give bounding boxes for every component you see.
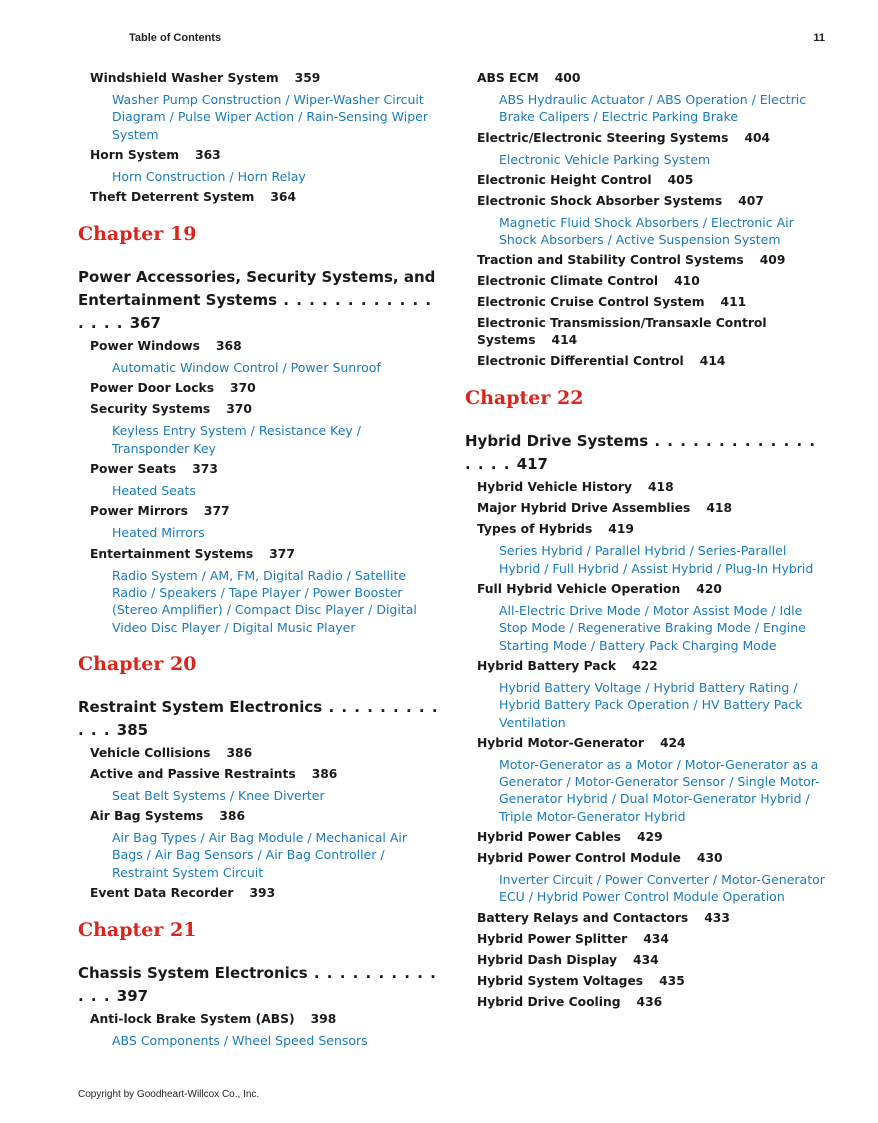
toc-entry-title: Battery Relays and Contactors	[477, 910, 689, 925]
toc-subtopics[interactable]: Keyless Entry System / Resistance Key / Transponder Key	[112, 423, 362, 456]
toc-subtopics[interactable]: Series Hybrid / Parallel Hybrid / Series-Parallel Hybrid / Full Hybrid / Assist Hybrid / Plug-In Hybrid	[499, 543, 814, 576]
toc-entry-title: Electronic Climate Control	[477, 274, 659, 289]
toc-entry-page: 435	[659, 973, 685, 988]
toc-entry[interactable]	[465, 273, 827, 294]
toc-entry[interactable]	[465, 952, 827, 973]
toc-entry-page: 377	[203, 504, 230, 519]
toc-subtopics[interactable]: Heated Mirrors	[112, 525, 205, 541]
toc-entry-title: Hybrid Dash Display	[477, 952, 618, 967]
toc-entry-title: Electronic Differential Control	[477, 354, 684, 369]
toc-entry[interactable]	[78, 503, 440, 524]
toc-entry-page: 407	[738, 193, 764, 208]
dot-leader: . . . . . . . . . . . . . . . .	[78, 291, 433, 333]
toc-subtopics[interactable]: ABS Components / Wheel Speed Sensors	[112, 1033, 368, 1049]
toc-entry[interactable]	[78, 70, 440, 91]
toc-entry-page: 420	[696, 582, 722, 597]
toc-entry-page: 424	[659, 735, 686, 750]
toc-entry-title: Theft Deterrent System	[90, 190, 255, 205]
toc-entry[interactable]	[465, 994, 827, 1015]
toc-right-column	[465, 70, 827, 1015]
toc-entry[interactable]	[465, 252, 827, 273]
toc-entry-title: Major Hybrid Drive Assemblies	[477, 501, 691, 516]
toc-entry[interactable]	[78, 745, 440, 766]
toc-left-column	[78, 70, 440, 1053]
copyright-footer: Copyright by Goodheart-Willcox Co., Inc.	[78, 1089, 260, 1100]
toc-entry-page: 418	[647, 480, 674, 495]
toc-entry-title: Power Door Locks	[90, 381, 215, 396]
toc-entry-title: Hybrid Power Cables	[477, 830, 621, 845]
toc-entry-title: Hybrid Power Control Module	[477, 851, 681, 866]
toc-entry[interactable]	[465, 735, 827, 756]
toc-entry-title: Active and Passive Restraints	[90, 766, 296, 781]
toc-entry[interactable]	[78, 808, 440, 829]
toc-entry-title: Electronic Transmission/Transaxle Control Systems	[477, 316, 767, 348]
toc-entry[interactable]	[78, 461, 440, 482]
toc-entry-page: 370	[230, 381, 256, 396]
toc-entry-page: 414	[699, 354, 726, 369]
toc-entry-page: 422	[632, 658, 658, 673]
toc-entry-title: Power Mirrors	[90, 504, 188, 519]
toc-entry-title: Traction and Stability Control Systems	[477, 253, 744, 268]
running-header-title: Table of Contents	[129, 32, 222, 44]
toc-entry-title: Hybrid Power Splitter	[477, 931, 628, 946]
toc-entry-page: 364	[270, 190, 297, 205]
toc-entry[interactable]	[465, 973, 827, 994]
toc-entry-page: 404	[744, 130, 771, 145]
toc-entry[interactable]	[78, 401, 440, 422]
toc-entry-page: 398	[310, 1012, 337, 1027]
toc-subtopics[interactable]: Inverter Circuit / Power Converter / Motor-Generator ECU / Hybrid Power Control Module Operation	[499, 872, 825, 905]
toc-entry[interactable]	[78, 1011, 440, 1032]
toc-entry-title: Hybrid Vehicle History	[477, 480, 632, 495]
toc-entry-title: Electronic Height Control	[477, 172, 652, 187]
toc-entry[interactable]	[465, 193, 827, 214]
toc-subtopics[interactable]: Radio System / AM, FM, Digital Radio / Satellite Radio / Speakers / Tape Player / Power Booster (Stereo Amplifier) / Compact Disc Player / Digital Video Disc Player / Digital Music Player	[112, 567, 417, 635]
toc-entry-page: 393	[249, 886, 276, 901]
toc-subtopics[interactable]: Horn Construction / Horn Relay	[112, 168, 306, 184]
chapter-title-text: Hybrid Drive Systems	[465, 432, 649, 451]
toc-entry[interactable]	[465, 931, 827, 952]
toc-entry-title: Power Windows	[90, 339, 200, 354]
toc-entry-title: ABS ECM	[477, 71, 539, 85]
toc-entry[interactable]	[465, 130, 827, 151]
toc-entry-page: 418	[706, 501, 733, 516]
toc-entry-title: Anti-lock Brake System (ABS)	[90, 1012, 295, 1027]
toc-subtopics[interactable]: Automatic Window Control / Power Sunroof	[112, 360, 381, 376]
chapter-title-text: Chassis System Electronics	[78, 964, 308, 983]
dot-leader: . . . . . . . . . . . .	[78, 697, 439, 739]
toc-entry-title: Electronic Cruise Control System	[477, 295, 705, 310]
dot-leader: . . . . . . . . . . . . .	[78, 964, 437, 1006]
toc-entry[interactable]	[465, 172, 827, 193]
toc-entry-page: 368	[215, 339, 242, 354]
toc-entry-page: 400	[554, 71, 581, 85]
toc-entry-page: 373	[192, 462, 218, 477]
toc-entry[interactable]	[465, 315, 827, 353]
toc-entry[interactable]	[78, 189, 440, 210]
toc-entry[interactable]	[465, 581, 827, 602]
toc-subtopics[interactable]: Hybrid Battery Voltage / Hybrid Battery Rating / Hybrid Battery Pack Operation / HV Battery Pack Ventilation	[499, 679, 803, 730]
chapter-title-page: 417	[516, 455, 548, 474]
toc-entry-page: 430	[696, 851, 723, 866]
toc-entry-page: 359	[294, 71, 321, 85]
toc-subtopics[interactable]: Motor-Generator as a Motor / Motor-Generator as a Generator / Motor-Generator Sensor / Single Motor-Generator Hybrid / Dual Motor-Generator Hybrid / Triple Motor-Generator Hybrid	[499, 756, 820, 824]
toc-entry-page: 411	[720, 295, 747, 310]
toc-entry-page: 434	[643, 931, 669, 946]
toc-entry-title: Vehicle Collisions	[90, 745, 211, 760]
toc-entry-page: 405	[667, 172, 694, 187]
toc-entry[interactable]	[465, 910, 827, 931]
toc-entry-page: 410	[674, 274, 700, 289]
chapter-title[interactable]	[78, 696, 440, 742]
chapter-heading: Chapter 21	[78, 919, 197, 942]
toc-entry-title: Hybrid Battery Pack	[477, 658, 617, 673]
toc-subtopics[interactable]: Magnetic Fluid Shock Absorbers / Electronic Air Shock Absorbers / Active Suspension System	[499, 214, 794, 248]
toc-entry-title: Security Systems	[90, 402, 211, 417]
toc-entry-page: 409	[759, 253, 786, 268]
dot-leader: . . . . . . . . . . . . . . . . .	[465, 432, 817, 474]
toc-subtopics[interactable]: Seat Belt Systems / Knee Diverter	[112, 787, 325, 803]
toc-entry-title: Entertainment Systems	[90, 546, 254, 561]
chapter-title[interactable]	[465, 430, 827, 476]
toc-subtopics[interactable]: Washer Pump Construction / Wiper-Washer Circuit Diagram / Pulse Wiper Action / Rain-Sensing Wiper System	[112, 92, 428, 142]
chapter-heading: Chapter 22	[465, 387, 584, 410]
toc-entry[interactable]	[78, 147, 440, 168]
toc-entry-title: Full Hybrid Vehicle Operation	[477, 582, 681, 597]
chapter-title[interactable]	[78, 266, 440, 335]
chapter-title-page: 367	[129, 314, 161, 333]
toc-entry[interactable]	[465, 500, 827, 521]
toc-entry-page: 386	[219, 809, 246, 824]
toc-subtopics[interactable]: Heated Seats	[112, 483, 196, 499]
chapter-title-text: Restraint System Electronics	[78, 697, 323, 716]
toc-entry-title: Event Data Recorder	[90, 886, 234, 901]
toc-entry[interactable]	[465, 850, 827, 871]
toc-entry-title: Hybrid System Voltages	[477, 973, 644, 988]
chapter-heading: Chapter 20	[78, 652, 197, 675]
toc-entry-page: 414	[551, 333, 578, 348]
toc-entry-title: Air Bag Systems	[90, 809, 204, 824]
toc-entry-page: 419	[608, 522, 634, 537]
toc-entry-title: Types of Hybrids	[477, 522, 593, 537]
toc-entry[interactable]	[78, 338, 440, 359]
toc-entry-page: 429	[636, 830, 663, 845]
toc-entry[interactable]	[78, 546, 440, 567]
chapter-title-page: 385	[116, 720, 149, 739]
toc-subtopics[interactable]: ABS Hydraulic Actuator / ABS Operation / Electric Brake Calipers / Electric Parking Brake	[499, 92, 807, 125]
toc-subtopics[interactable]: Air Bag Types / Air Bag Module / Mechanical Air Bags / Air Bag Sensors / Air Bag Controller / Restraint System Circuit	[112, 830, 408, 880]
toc-entry[interactable]	[465, 479, 827, 500]
toc-entry-title: Windshield Washer System	[90, 71, 279, 85]
page-number: 11	[813, 32, 825, 44]
toc-entry[interactable]	[78, 885, 440, 906]
toc-entry-title: Power Seats	[90, 462, 177, 477]
toc-entry[interactable]	[465, 521, 827, 542]
toc-entry-page: 433	[704, 910, 730, 925]
toc-entry-page: 434	[633, 952, 659, 967]
toc-entry[interactable]	[78, 766, 440, 787]
toc-entry[interactable]	[78, 380, 440, 401]
toc-entry-page: 377	[269, 546, 295, 561]
toc-entry-title: Hybrid Motor-Generator	[477, 735, 644, 750]
toc-entry[interactable]	[465, 70, 827, 91]
toc-entry-title: Electronic Shock Absorber Systems	[477, 193, 723, 208]
toc-entry-page: 363	[195, 147, 221, 162]
chapter-heading: Chapter 19	[78, 223, 197, 246]
chapter-title[interactable]	[78, 962, 440, 1008]
toc-entry-page: 436	[636, 994, 663, 1009]
toc-entry[interactable]	[465, 829, 827, 850]
toc-entry-page: 386	[311, 766, 338, 781]
chapter-title-page: 397	[116, 987, 149, 1006]
toc-entry-title: Electric/Electronic Steering Systems	[477, 130, 729, 145]
toc-entry[interactable]	[465, 658, 827, 679]
toc-entry-page: 370	[226, 402, 252, 417]
toc-entry-page: 386	[226, 745, 253, 760]
toc-entry-title: Horn System	[90, 147, 180, 162]
toc-subtopics[interactable]: Electronic Vehicle Parking System	[499, 151, 711, 167]
chapter-title-text: Power Accessories, Security Systems, and Entertainment Systems	[78, 268, 436, 310]
toc-entry[interactable]	[465, 294, 827, 315]
toc-subtopics[interactable]: All-Electric Drive Mode / Motor Assist Mode / Idle Stop Mode / Regenerative Braking Mode / Engine Starting Mode / Battery Pack Charging Mode	[499, 603, 806, 653]
toc-entry[interactable]	[465, 353, 827, 374]
toc-entry-title: Hybrid Drive Cooling	[477, 994, 621, 1009]
